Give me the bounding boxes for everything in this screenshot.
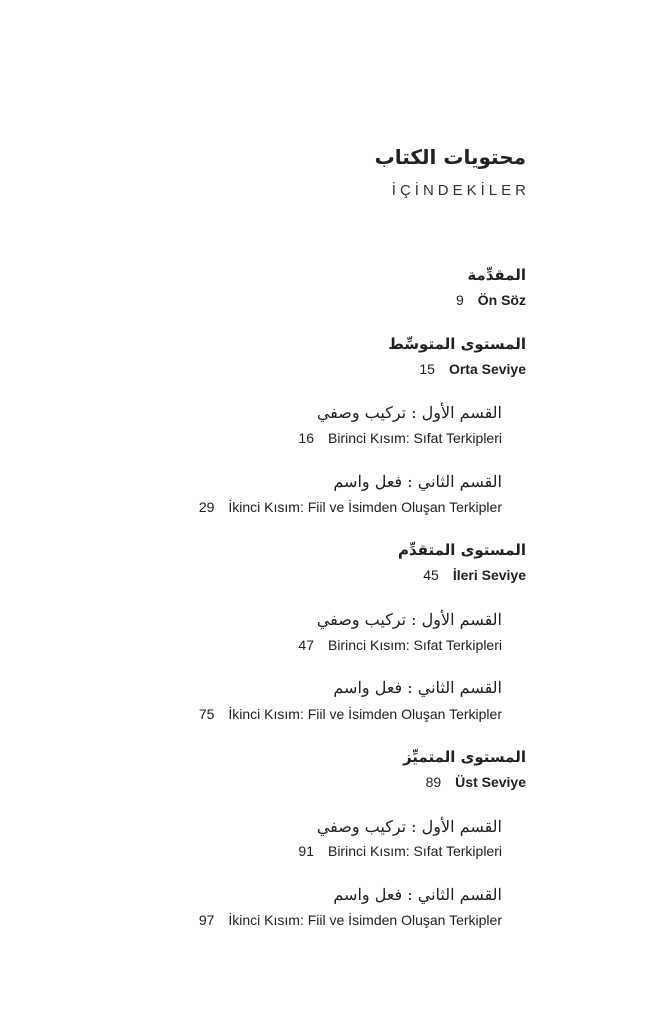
entry-page-number: 97	[198, 912, 215, 928]
entry-line	[456, 292, 526, 308]
entry-page-number: 15	[419, 361, 435, 377]
entry-title-arabic: المستوى المتقدِّم	[398, 541, 526, 559]
entry-line	[298, 843, 502, 859]
entry-title-turkish: Birinci Kısım: Sıfat Terkipleri	[327, 843, 502, 859]
entry-title-turkish: Birinci Kısım: Sıfat Terkipleri	[327, 430, 502, 446]
entry-line	[298, 637, 502, 653]
entry-line	[419, 361, 526, 377]
entry-title-turkish: Birinci Kısım: Sıfat Terkipleri	[327, 637, 502, 653]
entry-title-turkish: İkinci Kısım: Fiil ve İsimden Oluşan Terkipler	[228, 912, 502, 928]
entry-line	[199, 912, 502, 928]
entry-title-arabic: القسم الثاني : فعل واسم	[333, 472, 502, 491]
entry-page-number: 16	[298, 430, 314, 446]
entry-page-number: 9	[455, 292, 464, 308]
entry-line	[426, 774, 526, 790]
entry-title-arabic: المقدِّمة	[467, 266, 526, 284]
entry-title-arabic: القسم الأول : تركيب وصفي	[316, 610, 502, 629]
entry-page-number: 29	[198, 499, 215, 515]
entry-page-number: 45	[423, 567, 439, 583]
entry-title-turkish: İkinci Kısım: Fiil ve İsimden Oluşan Terkipler	[228, 706, 502, 722]
entry-title-turkish: Ön Söz	[477, 292, 526, 308]
entry-title-arabic: المستوى المتوسِّط	[388, 335, 526, 353]
entry-title-turkish: İleri Seviye	[452, 567, 526, 583]
entry-line	[199, 499, 502, 515]
entry-line	[298, 430, 502, 446]
entry-page-number: 75	[198, 706, 215, 722]
entry-title-arabic: القسم الثاني : فعل واسم	[333, 678, 502, 697]
entry-title-turkish: Üst Seviye	[455, 774, 526, 790]
entry-page-number: 91	[298, 843, 314, 859]
entry-line	[423, 567, 526, 583]
entry-title-arabic: المستوى المتميِّز	[402, 748, 526, 766]
toc-title-arabic: محتويات الكتاب	[374, 145, 526, 169]
entry-title-arabic: القسم الأول : تركيب وصفي	[316, 817, 502, 836]
entry-title-turkish: İkinci Kısım: Fiil ve İsimden Oluşan Terkipler	[228, 499, 502, 515]
entry-page-number: 89	[425, 774, 442, 790]
entry-line	[199, 706, 502, 722]
entry-title-arabic: القسم الأول : تركيب وصفي	[316, 403, 502, 422]
toc-title-turkish: İÇİNDEKİLER	[391, 182, 530, 199]
entry-page-number: 47	[298, 637, 314, 653]
entry-title-turkish: Orta Seviye	[448, 361, 526, 377]
entry-title-arabic: القسم الثاني : فعل واسم	[333, 885, 502, 904]
